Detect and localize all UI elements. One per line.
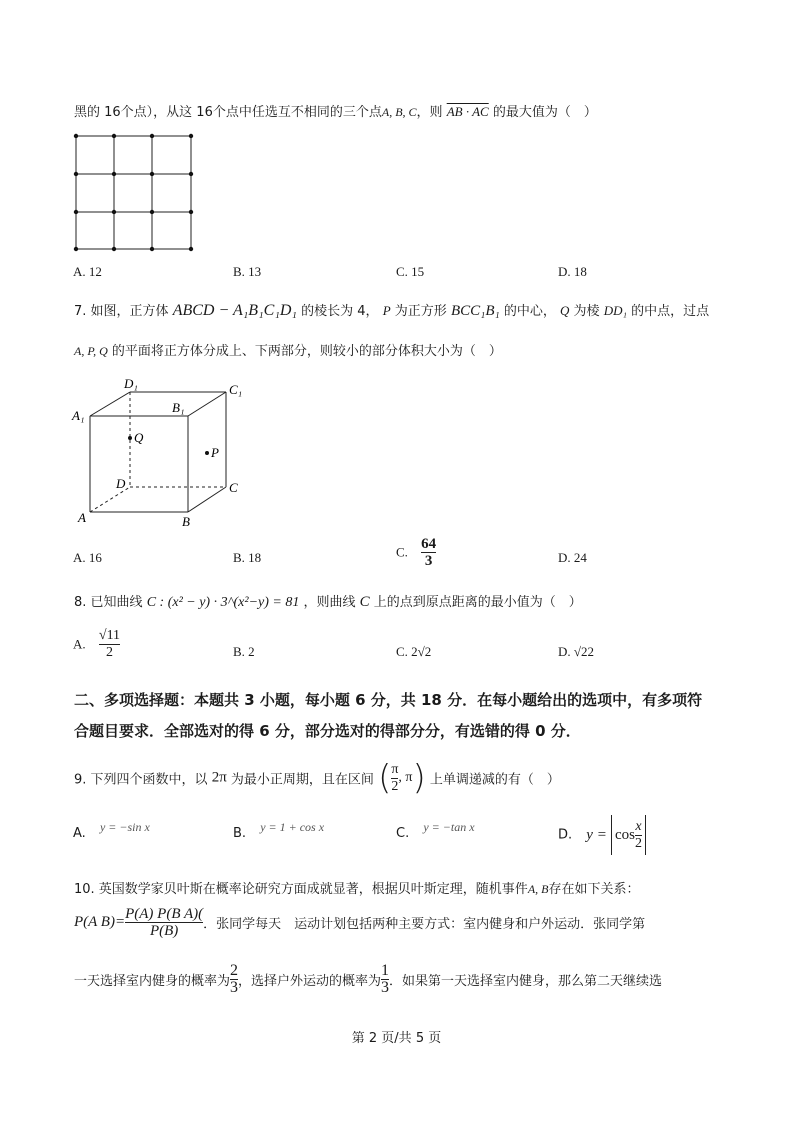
q7-cube-name: ABCD − A₁B₁C₁D₁	[172, 302, 297, 319]
q7-option-a[interactable]: A. 16	[73, 550, 102, 565]
q7-text-b: 的棱长为 4，	[301, 304, 379, 319]
q6-option-a[interactable]: A. 12	[73, 264, 102, 279]
q10-line1-text: 10. 英国数学家贝叶斯在概率论研究方面成就显著，根据贝叶斯定理，随机事件	[74, 882, 528, 897]
q9-option-c-formula: y = −tan x	[423, 820, 475, 834]
q10-ab: A, B	[527, 882, 549, 896]
q7-p: P	[382, 303, 391, 318]
q10-line3-c: ．如果第一天选择室内健身，那么第二天继续选	[389, 974, 663, 989]
q6-grid-figure	[70, 130, 200, 258]
q8-option-a-fraction	[99, 628, 120, 661]
label-p: P	[211, 445, 219, 460]
q9-option-b-formula: y = 1 + cos x	[260, 820, 325, 834]
q9-interval-num: π	[391, 761, 399, 777]
q9-option-d-den: 2	[634, 835, 642, 851]
q7-text-f: 的中点，过点	[631, 304, 710, 319]
q7-edge: DD₁	[603, 303, 627, 318]
q8-option-c[interactable]: C. 2√2	[396, 644, 432, 659]
q10-line1-end: 存在如下关系：	[548, 882, 640, 897]
q9-option-d-prefix: D.	[558, 827, 573, 843]
label-b1: B₁	[172, 400, 185, 415]
q6-points: A, B, C	[381, 105, 417, 119]
q6-text-a: 黑的 16个点），从这 16个点中任选互不相同的三个点	[74, 105, 382, 120]
q7-option-c-num: 64	[421, 536, 437, 552]
q9-option-a[interactable]	[73, 820, 150, 841]
q9-option-b[interactable]	[233, 820, 325, 841]
q7-q: Q	[560, 303, 570, 318]
q10-line3-b: ，选择户外运动的概率为	[238, 974, 382, 989]
q8-option-d[interactable]: D. √22	[558, 644, 595, 659]
q8-option-a-prefix: A.	[73, 636, 86, 652]
label-d1: D₁	[124, 376, 138, 391]
q9-option-d-abs	[611, 815, 646, 855]
q6-text-c: 的最大值为（ ）	[492, 105, 597, 120]
q10-line3-a: 一天选择室内健身的概率为	[74, 974, 231, 989]
q10-line2	[74, 906, 645, 939]
q7-line1	[74, 300, 709, 320]
q8-equation: C : (x² − y) · 3^(x²−y) = 81	[146, 595, 300, 610]
q8-prefix: 8. 已知曲线	[74, 595, 143, 610]
q7-text-c: 为正方形	[394, 304, 447, 319]
q9-option-c-prefix: C.	[396, 826, 410, 841]
q7-text-line2: 的平面将正方体分成上、下两部分，则较小的部分体积大小为（ ）	[111, 344, 502, 359]
q7-option-b[interactable]: B. 18	[233, 550, 262, 565]
q8-option-a-num: √11	[98, 628, 121, 643]
q9-text	[74, 758, 560, 798]
label-a: A	[78, 510, 86, 525]
q10-formula-frac	[125, 906, 203, 939]
q7-option-c-den: 3	[424, 553, 433, 569]
q9-left-paren: (	[378, 758, 392, 798]
label-a1: A₁	[72, 408, 85, 423]
q7-option-d[interactable]: D. 24	[558, 550, 587, 565]
q9-option-d-cos: cos	[614, 827, 635, 843]
q9-suffix: 上单调递减的有（ ）	[429, 772, 560, 788]
q9-option-a-formula: y = −sin x	[99, 820, 150, 834]
q6-text	[74, 101, 597, 120]
q7-text-e: 为棱	[573, 304, 600, 319]
q6-option-d[interactable]: D. 18	[558, 264, 587, 279]
q10-formula-den: P(B)	[149, 923, 179, 939]
q10-frac2-den: 3	[381, 979, 390, 996]
q6-option-c[interactable]: C. 15	[396, 264, 425, 279]
q7-text-d: 的中心，	[503, 304, 556, 319]
q10-frac2-num: 1	[381, 962, 390, 979]
q9-option-d[interactable]	[558, 815, 646, 855]
q8-curve-name: C	[359, 594, 370, 610]
label-c1: C₁	[229, 382, 243, 397]
q7-option-c[interactable]	[396, 536, 436, 569]
q7-face: BCC₁B₁	[450, 303, 500, 319]
q9-right-paren: )	[412, 758, 426, 798]
q8-suffix-b: 上的点到原点距离的最小值为（ ）	[373, 595, 582, 610]
label-c: C	[229, 480, 238, 495]
q8-text	[74, 591, 582, 611]
q10-frac1-num: 2	[230, 962, 239, 979]
q9-period: 2π	[211, 769, 227, 786]
q7-cube-figure	[68, 374, 258, 534]
q7-line2	[74, 340, 502, 359]
q9-middle: 为最小正周期，且在区间	[230, 772, 374, 788]
q10-frac1	[230, 963, 238, 996]
q9-option-a-prefix: A.	[73, 826, 86, 841]
q10-line1	[74, 878, 640, 897]
q7-option-c-prefix: C.	[396, 544, 408, 560]
q10-frac1-den: 3	[230, 979, 239, 996]
section2-line2: 合题目要求．全部选对的得 6 分，部分选对的得部分分，有选错的得 0 分．	[74, 722, 581, 740]
q10-frac2	[381, 963, 389, 996]
q8-suffix-a: ，则曲线	[303, 595, 356, 610]
q9-option-d-frac	[635, 819, 642, 852]
label-d: D	[116, 476, 126, 491]
label-q: Q	[134, 430, 144, 445]
section2-line1: 二、多项选择题：本题共 3 小题，每小题 6 分，共 18 分．在每小题给出的选项中，有多项符	[74, 691, 703, 709]
q9-interval-end: , π	[398, 770, 413, 785]
q7-option-c-fraction	[421, 536, 436, 569]
q8-option-b[interactable]: B. 2	[233, 644, 255, 659]
q7-plane-points: A, P, Q	[74, 344, 108, 358]
page-footer: 第 2 页/共 5 页	[351, 1031, 442, 1046]
q8-option-a[interactable]	[73, 628, 120, 661]
q10-formula-num: P(A) P(B A)(	[125, 906, 204, 922]
q10-line2-text: ．张同学每天 运动计划包括两种主要方式：室内健身和户外运动．张同学第	[203, 917, 646, 932]
q9-interval-den: 2	[391, 778, 399, 794]
label-b: B	[182, 514, 190, 529]
q9-option-d-num: x	[635, 818, 642, 834]
q9-prefix: 9. 下列四个函数中，以	[74, 772, 208, 788]
q8-option-a-den: 2	[105, 645, 113, 660]
q10-formula-lhs: P(A B)=	[74, 914, 126, 930]
q10-line3	[74, 963, 662, 996]
q6-vector-expr: AB · AC	[446, 104, 489, 119]
q9-option-d-lhs: y =	[586, 826, 607, 843]
q9-option-b-prefix: B.	[233, 826, 247, 841]
q6-text-b: ，则	[416, 105, 443, 120]
q7-text-a: 7. 如图，正方体	[74, 304, 169, 319]
q9-option-c[interactable]	[396, 820, 475, 841]
q6-option-b[interactable]: B. 13	[233, 264, 262, 279]
